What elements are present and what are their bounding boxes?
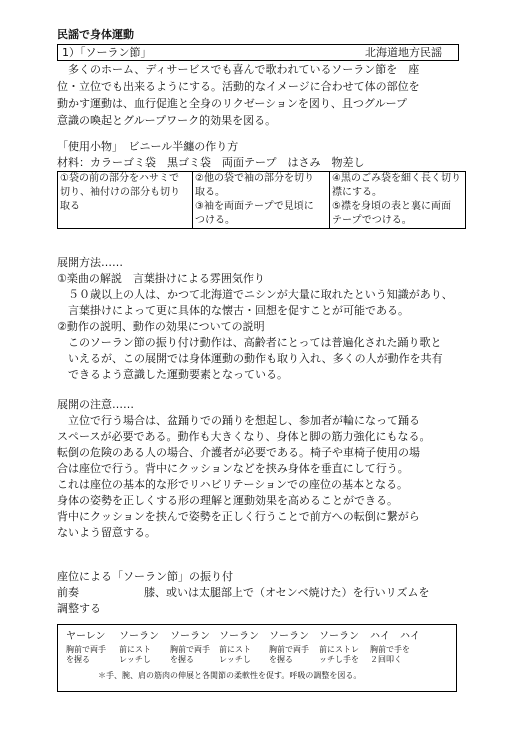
notes-line: スペースが必要である。動作も大きくなり、身体と脚の筋力強化にもなる。 [57,430,431,443]
chant-word: ハイ [400,631,420,642]
prelude-text-cont: 調整する [57,602,101,615]
section-heading: 民謡で身体運動 [57,28,134,41]
development-line: 言葉掛けによって更に具体的な懐古・回想を促すことが可能である。 [57,304,409,317]
development-line: ②動作の説明、動作の効果についての説明 [57,320,265,333]
notes-heading: 展開の注意…… [57,398,134,411]
development-heading: 展開方法…… [57,256,123,269]
step-cell [330,172,466,229]
step-text: 取る。 [195,187,225,198]
intro-line: 動かす運動は、血行促進と全身のリクゼーションを図り、且つグループ [57,97,408,110]
steps-table [57,171,466,229]
notes-line: 合は座位で行う。背中にクッションなどを挟み身体を垂直にして行う。 [57,462,409,475]
chant-word: ソーラン [170,631,210,642]
chant-action: 胸前で両手 [269,645,309,654]
step-text: 襟にする。 [332,187,382,198]
chant-action: レッチし [119,655,151,664]
chant-footnote: ＊手、腕、肩の筋肉の伸展と各関節の柔軟性を促す。呼吸の調整を図る。 [98,671,362,680]
development-line: ５０歳以上の人は、かつて北海道でニシンが大量に取れたという知識があり、 [57,288,453,301]
prelude-text: 膝、或いは太腿部上で（オセンベ焼けた）を行いリズムを [144,586,430,599]
song-title-box [57,44,459,61]
chant-word: ソーラン [269,631,309,642]
step-text: 取る [60,201,80,212]
development-line: ①楽曲の解説 言葉掛けによる雰囲気作り [57,272,265,285]
step-text: ④黒のごみ袋を細く長く切り [332,173,461,184]
step-text: テープでつける。 [332,215,412,226]
chant-action: 胸前で両手 [66,645,106,654]
intro-line: 多くのホーム、ディサービスでも喜んで歌われているソーラン節を 座 [57,63,420,76]
materials-heading: 「使用小物」 ビニール半纏の作り方 [57,140,239,153]
choreo-heading: 座位による「ソーラン節」の振り付 [57,570,233,583]
development-line: できるよう意識した運動要素となっている。 [57,368,288,381]
development-line: いえるが、この展開では身体運動の動作も取り入れ、多くの人が動作を共有 [57,352,443,365]
development-line: このソーラン節の振り付け動作は、高齢者にとっては普遍化された踊り歌と [57,336,442,349]
chant-action: を握る [66,655,90,664]
chant-action: 前にストレ [319,645,359,654]
notes-line: 身体の姿勢を正しくする形の理解と運動効果を高めることができる。 [57,494,398,507]
step-cell [193,172,330,229]
chant-word: ソーラン [119,631,159,642]
step-text: ②他の袋で袖の部分を切り [195,173,314,184]
song-origin: 北海道地方民謡 [365,46,442,59]
prelude-label: 前奏 [57,586,79,599]
notes-line: 立位で行う場合は、盆踊りでの踊りを想起し、参加者が輪になって踊る [57,414,420,427]
step-text: ①袋の前の部分をハサミで [60,173,179,184]
song-title: 1）「ソーラン節」 [62,46,152,59]
chant-box [57,624,457,692]
step-text: 切り、袖付けの部分も切り [60,187,180,198]
notes-line: これは座位の基本的な形でリハビリテーションでの座位の基本となる。 [57,478,409,491]
step-text: ⑤襟を身頃の表と裏に両面 [332,201,451,212]
step-cell [58,172,193,229]
chant-action: ２回叩く [370,655,402,664]
step-text: つける。 [195,215,235,226]
chant-action: を握る [269,655,293,664]
notes-line: ないよう留意する。 [57,526,156,539]
chant-action: を握る [170,655,194,664]
intro-line: 意識の喚起とグループワーク的効果を図る。 [57,114,277,127]
chant-word: ヤーレン [66,631,106,642]
chant-action: レッチし [219,655,251,664]
notes-line: 背中にクッションを挟んで姿勢を正しく行うことで前方への転倒に繋がら [57,510,420,523]
chant-word: ハイ [370,631,390,642]
materials-list: 材料：カラーゴミ袋 黒ゴミ袋 両面テープ はさみ 物差し [57,156,365,169]
notes-line: 転倒の危険のある人の場合、介護者が必要である。椅子や車椅子使用の場 [57,446,420,459]
chant-action: 胸前で両手 [170,645,210,654]
chant-action: 前にスト [119,645,151,654]
chant-action: ッチし手を [319,655,359,664]
chant-action: 胸前で手を [370,645,410,654]
step-text: ③袖を両面テープで見頃に [195,201,314,212]
chant-word: ソーラン [319,631,359,642]
chant-action: 前にスト [219,645,251,654]
chant-word: ソーラン [219,631,259,642]
intro-line: 位・立位でも出来るようにする。活動的なイメージに合わせて体の部位を [57,80,420,93]
